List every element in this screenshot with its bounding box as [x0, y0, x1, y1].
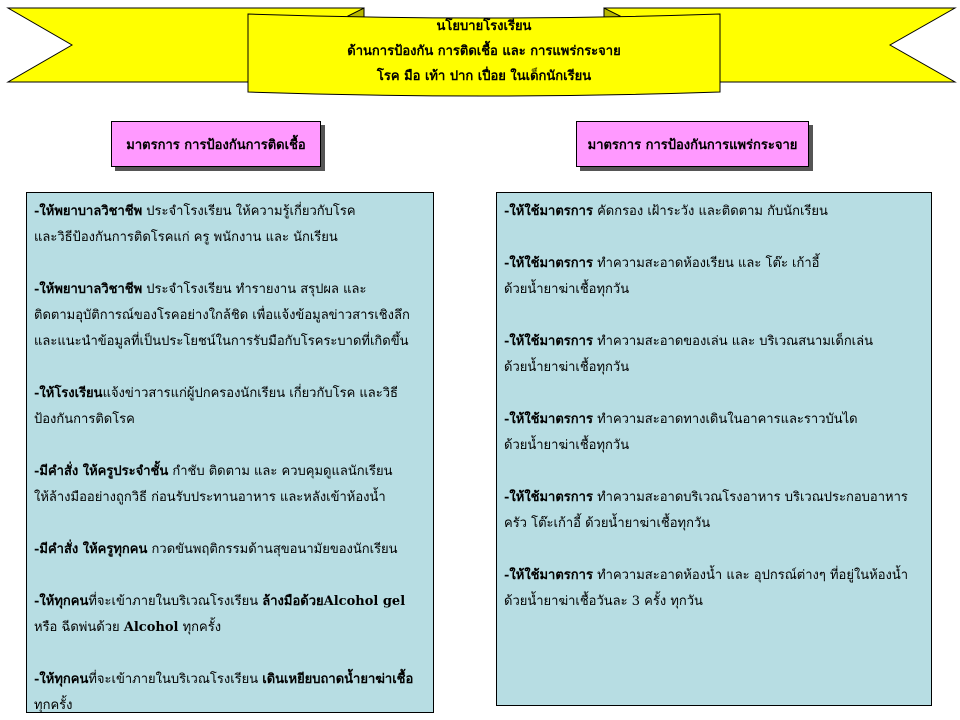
measure-item-text: ติดตามอุบัติการณ์ของโรคอย่างใกล้ชิด เพื่อแจ้งข้อมูลข่าวสารเชิงลึก [34, 308, 410, 323]
measure-item-text: หรือ ฉีดพ่นด้วย [34, 620, 124, 635]
measure-item-lead: -ให้ใช้มาตรการ [504, 256, 593, 271]
measure-item-text: ด้วยน้ำยาฆ่าเชื้อทุกวัน [504, 282, 630, 297]
infection-prevention-heading-text: มาตรการ การป้องกันการติดเชื้อ [126, 137, 306, 153]
measure-item-lead: -ให้ทุกคน [34, 594, 89, 609]
measure-item-lead: -มีคำสั่ง ให้ครูทุกคน [34, 542, 148, 557]
measure-item-emphasis: Alcohol [123, 620, 179, 635]
measure-item-text: ทุกครั้ง [34, 698, 73, 713]
measure-item-text: และแนะนำข้อมูลที่เป็นประโยชน์ในการรับมือกับโรคระบาดที่เกิดขึ้น [34, 334, 409, 349]
spread-prevention-panel [496, 192, 932, 706]
measure-item-text: ด้วยน้ำยาฆ่าเชื้อทุกวัน [504, 438, 630, 453]
measure-item [504, 199, 931, 225]
measure-item-text: ด้วยน้ำยาฆ่าเชื้อทุกวัน [504, 360, 630, 375]
measure-item [504, 407, 931, 459]
banner-title-line1: นโยบายโรงเรียน [436, 19, 532, 34]
measure-item-text: ทุกครั้ง [178, 620, 222, 635]
measure-item-text: แจ้งข่าวสารแก่ผู้ปกครองนักเรียน เกี่ยวกับโรค และวิธี [102, 386, 398, 401]
measure-item [504, 485, 931, 537]
measure-item-text: ด้วยน้ำยาฆ่าเชื้อวันละ 3 ครั้ง ทุกวัน [504, 594, 703, 609]
banner-title [248, 14, 720, 89]
measure-item-text: ให้ล้างมืออย่างถูกวิธี ก่อนรับประทานอาหาร และหลังเข้าห้องน้ำ [34, 490, 386, 505]
measure-item-lead: -ให้พยาบาลวิชาชีพ [34, 204, 143, 219]
measure-item-text: กวดขันพฤติกรรมด้านสุขอนามัยของนักเรียน [147, 542, 398, 557]
spread-prevention-heading [576, 121, 809, 167]
measure-item [504, 329, 931, 381]
measure-item-lead: -ให้ใช้มาตรการ [504, 490, 593, 505]
measure-item-text: ที่จะเข้าภายในบริเวณโรงเรียน [88, 672, 263, 687]
measure-item-text: ทำความสะอาดของเล่น และ บริเวณสนามเด็กเล่น [592, 334, 873, 349]
measure-item-lead: -ให้ใช้มาตรการ [504, 204, 593, 219]
measure-item-lead: -ให้โรงเรียน [34, 386, 103, 401]
infection-prevention-heading [111, 121, 321, 167]
measure-item-lead: -มีคำสั่ง ให้ครูประจำชั้น [34, 464, 169, 479]
measure-item [34, 667, 433, 713]
measure-item-text: ป้องกันการติดโรค [34, 412, 135, 427]
measure-item-text: ทำความสะอาดห้องน้ำ และ อุปกรณ์ต่างๆ ที่อยู่ในห้องน้ำ [592, 568, 909, 583]
measure-item-lead: -ให้พยาบาลวิชาชีพ [34, 282, 143, 297]
measure-item-text: ทำความสะอาดบริเวณโรงอาหาร บริเวณประกอบอาหาร [592, 490, 908, 505]
measure-item-text: ทำความสะอาดทางเดินในอาคารและราวบันได [592, 412, 858, 427]
measure-item-lead: -ให้ทุกคน [34, 672, 89, 687]
measure-item-text: กำชับ ติดตาม และ ควบคุมดูแลนักเรียน [168, 464, 393, 479]
measure-item-text: คัดกรอง เฝ้าระวัง และติดตาม กับนักเรียน [592, 204, 828, 219]
banner-title-line3: โรค มือ เท้า ปาก เปื่อย ในเด็กนักเรียน [376, 69, 592, 84]
measure-item [34, 459, 433, 511]
measure-item-text: และวิธีป้องกันการติดโรคแก่ ครู พนักงาน และ นักเรียน [34, 230, 338, 245]
infection-prevention-panel [26, 192, 434, 713]
measure-item-lead: -ให้ใช้มาตรการ [504, 334, 593, 349]
measure-item-text: ทำความสะอาดห้องเรียน และ โต๊ะ เก้าอี้ [592, 256, 820, 271]
measure-item [34, 381, 433, 433]
measure-item-emphasis: ล้างมือด้วยAlcohol gel [262, 594, 406, 609]
measure-item [504, 563, 931, 615]
measure-item-emphasis: เดินเหยียบถาดน้ำยาฆ่าเชื้อ [262, 672, 414, 687]
measure-item [504, 251, 931, 303]
spread-prevention-heading-text: มาตรการ การป้องกันการแพร่กระจาย [587, 137, 798, 153]
measure-item-text: ประจำโรงเรียน ทำรายงาน สรุปผล และ [142, 282, 367, 297]
measure-item [34, 589, 433, 641]
measure-item-lead: -ให้ใช้มาตรการ [504, 412, 593, 427]
banner-title-line2: ด้านการป้องกัน การติดเชื้อ และ การแพร่กระจาย [347, 44, 621, 59]
measure-item-text: ที่จะเข้าภายในบริเวณโรงเรียน [88, 594, 263, 609]
measure-item-lead: -ให้ใช้มาตรการ [504, 568, 593, 583]
measure-item-text: ครัว โต๊ะเก้าอี้ ด้วยน้ำยาฆ่าเชื้อทุกวัน [504, 516, 711, 531]
measure-item [34, 277, 433, 355]
measure-item-text: ประจำโรงเรียน ให้ความรู้เกี่ยวกับโรค [142, 204, 356, 219]
measure-item [34, 199, 433, 251]
measure-item [34, 537, 433, 563]
